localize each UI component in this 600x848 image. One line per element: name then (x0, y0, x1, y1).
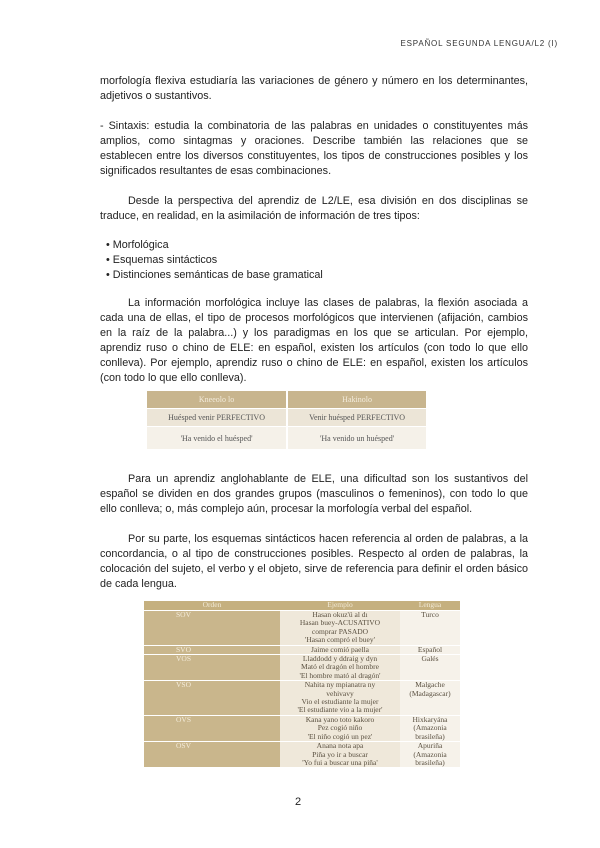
table-cell-ejemplo: Lladdodd y ddraig y dyn Mató el dragón el hombre 'El hombre mató al dragón' (280, 655, 400, 681)
table-cell: 'Ha venido el huésped' (147, 427, 287, 450)
table-cell-orden: VSO (144, 681, 280, 716)
table-row (144, 681, 460, 716)
page-number: 2 (295, 796, 302, 808)
table-cell-orden: OVS (144, 715, 280, 741)
table-cell-lengua: Hixkaryána (Amazonia brasileña) (400, 715, 460, 741)
table-cell-ejemplo: Anana nota apa Piña yo ir a buscar 'Yo fui a buscar una piña' (280, 742, 400, 768)
table-cell-ejemplo: Jaime comió paella (280, 645, 400, 654)
table-cell-lengua: Turco (400, 611, 460, 646)
articles-table (147, 391, 426, 449)
paragraph-informacion-morfologica: La información morfológica incluye las clases de palabras, la flexión asociada a cada una de ellas, el tipo de procesos morfológicos que intervienen (afijación, cambios en la raíz de la palabra...) y los paradigmas en los que se articulan. Por ejemplo, aprendiz ruso o chino de ELE: en español, existen los artículos (con todo lo que ello conlleva). Por ejemplo, aprendiz ruso o chino de ELE: en español, existen los artículos (con todo lo que ello conlleva). (100, 297, 528, 384)
table-cell: 'Ha venido un huésped' (287, 427, 426, 450)
paragraph-anglohablante: Para un aprendiz anglohablante de ELE, una dificultad son los sustantivos del español se dividen en dos grandes grupos (masculinos o femeninos), con todo lo que ello conlleva; o, más complejo aún, procesar la morfología verbal del español. (100, 473, 528, 515)
paragraph-esquemas-sintacticos: Por su parte, los esquemas sintácticos hacen referencia al orden de palabras, a la concordancia, o al tipo de construcciones posibles. Respecto al orden de palabras, la colocación del sujeto, el verbo y el objeto, sirve de referencia para definir el orden básico de cada lengua. (100, 533, 528, 590)
table-row (144, 611, 460, 646)
paragraph-perspectiva: Desde la perspectiva del aprendiz de L2/LE, esa división en dos disciplinas se traduce, en realidad, en la asimilación de información de tres tipos: (100, 195, 528, 222)
table-row (144, 715, 460, 741)
table-cell-orden: OSV (144, 742, 280, 768)
table-cell-ejemplo: Nahita ny mpianatra ny vehivavy Vio el estudiante la mujer 'El estudiante vio a la mujer' (280, 681, 400, 716)
table-header: Ejemplo (280, 601, 400, 611)
table-header: Orden (144, 601, 280, 611)
table-header: Lengua (400, 601, 460, 611)
table-row (144, 645, 460, 654)
word-order-table (144, 601, 460, 767)
bullet-item: • Morfológica (106, 239, 169, 251)
table-header: Hakinolo (287, 391, 426, 409)
paragraph-morfologia-cont: morfología flexiva estudiaría las variaciones de género y número en los determinantes, adjetivos o sustantivos. (100, 75, 528, 102)
table-cell: Huésped venir PERFECTIVO (147, 409, 287, 427)
bullet-item: • Esquemas sintácticos (106, 254, 218, 266)
table-cell-lengua: Galés (400, 655, 460, 681)
table-row (144, 655, 460, 681)
table-cell-ejemplo: Kana yano toto kakoro Pez cogió niño 'El niño cogió un pez' (280, 715, 400, 741)
bullet-item: • Distinciones semánticas de base gramatical (106, 269, 323, 281)
table-cell-orden: SOV (144, 611, 280, 646)
paragraph-sintaxis: - Sintaxis: estudia la combinatoria de las palabras en unidades o constituyentes más amplios, como sintagmas y oraciones. Describe también las relaciones que se establecen entre los diversos constituyentes, los tipos de construcciones posibles y los significados resultantes de esas combinaciones. (100, 120, 528, 177)
table-cell-lengua: Apuriña (Amazonia brasileña) (400, 742, 460, 768)
table-cell: Venir huésped PERFECTIVO (287, 409, 426, 427)
table-cell-lengua: Malgache (Madagascar) (400, 681, 460, 716)
table-cell-lengua: Español (400, 645, 460, 654)
running-header: ESPAÑOL SEGUNDA LENGUA/L2 (I) (400, 39, 558, 48)
table-row (144, 742, 460, 768)
table-header: Kneeolo lo (147, 391, 287, 409)
table-cell-orden: SVO (144, 645, 280, 654)
table-cell-ejemplo: Hasan okuz'ü al dı Hasan buey-ACUSATIVO comprar PASADO 'Hasan compró el buey' (280, 611, 400, 646)
bullet-list (106, 238, 323, 283)
table-cell-orden: VOS (144, 655, 280, 681)
